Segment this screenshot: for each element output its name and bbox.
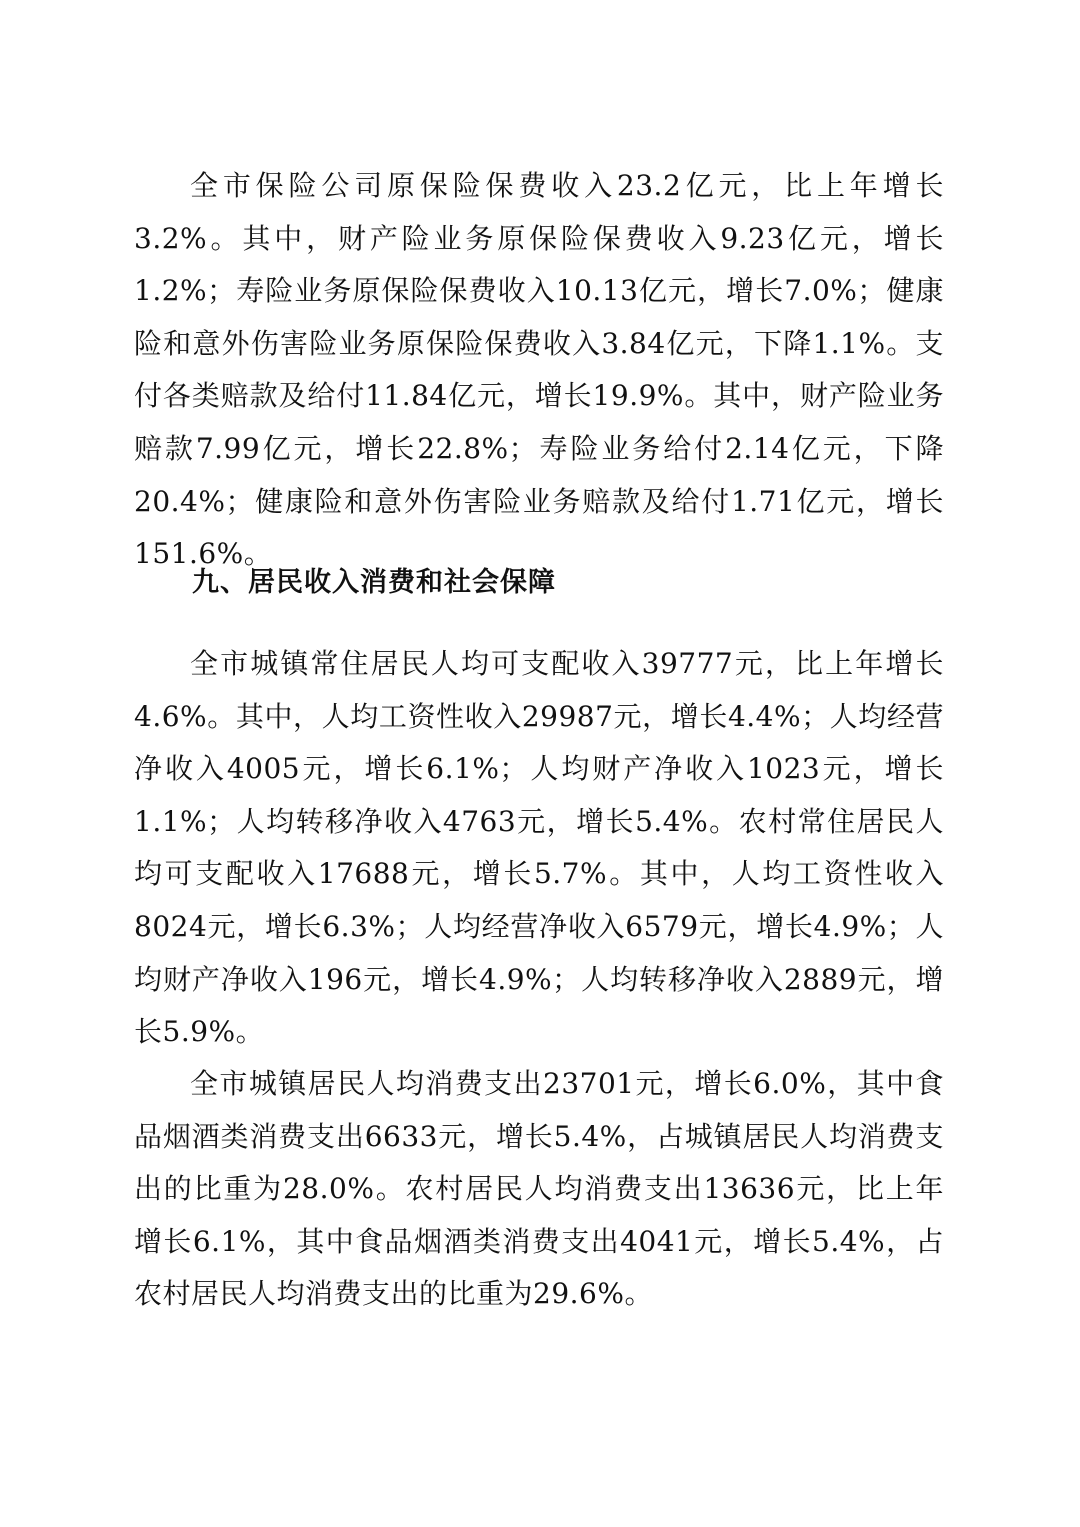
section-heading: 九、居民收入消费和社会保障	[192, 567, 556, 598]
paragraph-insurance: 全市保险公司原保险保费收入23.2亿元，比上年增长3.2%。其中，财产险业务原保险保费收入9.23亿元，增长1.2%；寿险业务原保险保费收入10.13亿元，增长7.0%；健康险和意外伤害险业务原保险保费收入3.84亿元，下降1.1%。支付各类赔款及给付11.84亿元，增长19.9%。其中，财产险业务赔款7.99亿元，增长22.8%；寿险业务给付2.14亿元，下降20.4%；健康险和意外伤害险业务赔款及给付1.71亿元，增长151.6%。	[134, 169, 944, 571]
paragraph-income: 全市城镇常住居民人均可支配收入39777元，比上年增长4.6%。其中，人均工资性收入29987元，增长4.4%；人均经营净收入4005元，增长6.1%；人均财产净收入1023元，增长1.1%；人均转移净收入4763元，增长5.4%。农村常住居民人均可支配收入17688元，增长5.7%。其中，人均工资性收入8024元，增长6.3%；人均经营净收入6579元，增长4.9%；人均财产净收入196元，增长4.9%；人均转移净收入2889元，增长5.9%。	[134, 647, 944, 1049]
paragraph-consumption: 全市城镇居民人均消费支出23701元，增长6.0%，其中食品烟酒类消费支出6633元，增长5.4%，占城镇居民人均消费支出的比重为28.0%。农村居民人均消费支出13636元，比上年增长6.1%，其中食品烟酒类消费支出4041元，增长5.4%，占农村居民人均消费支出的比重为29.6%。	[134, 1067, 944, 1311]
